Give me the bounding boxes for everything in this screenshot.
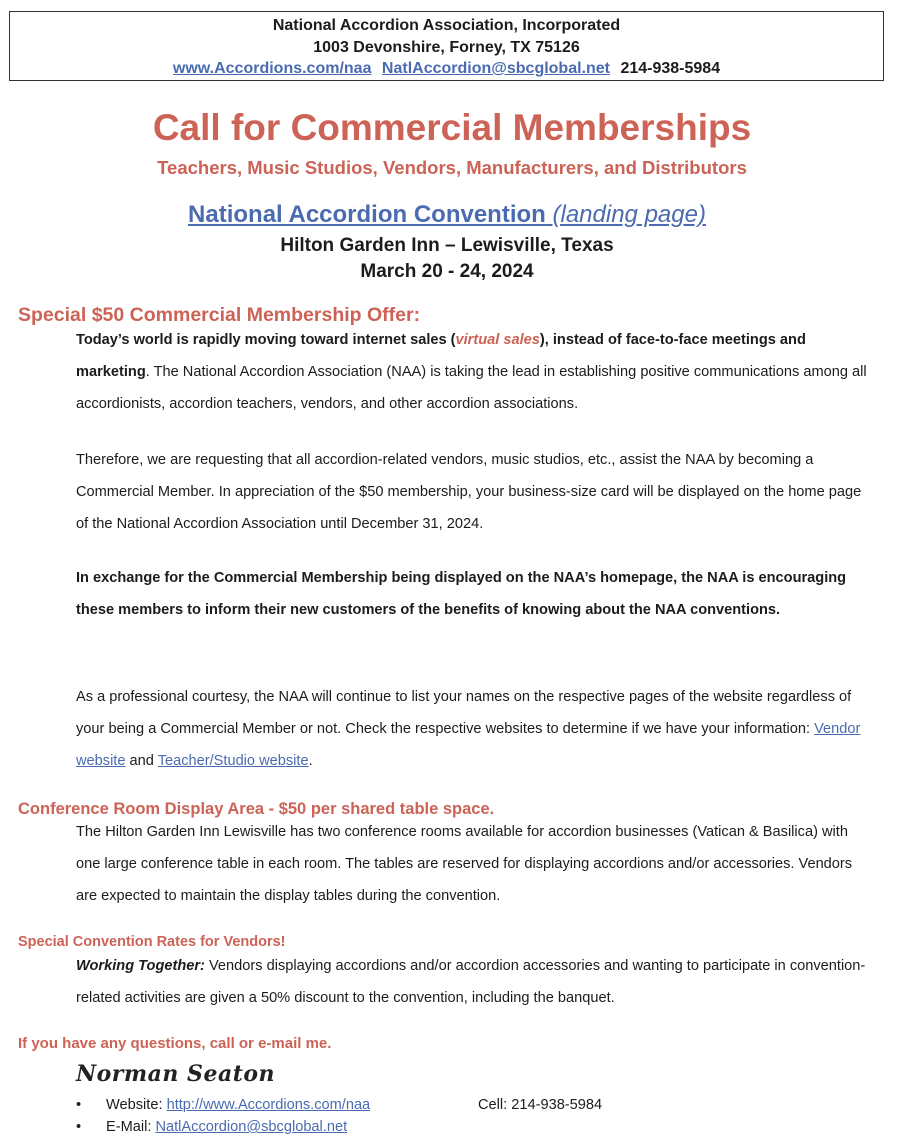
header-phone: 214-938-5984 [620,60,721,77]
header-email-link[interactable]: NatlAccordion@sbcglobal.net [381,60,610,77]
convention-venue: Hilton Garden Inn – Lewisville, Texas [280,235,614,256]
offer-paragraph-3: In exchange for the Commercial Membership being displayed on the NAA’s homepage, the NAA is encouraging these members to inform their new customers of the benefits of knowing about the NAA conventions. [76,570,847,618]
p4-and: and [125,753,158,769]
conference-paragraph: The Hilton Garden Inn Lewisville has two conference rooms available for accordion businesses (Vatican & Basilica) with one large conference table in each room. The tables are reserved for displaying accordions and/or accessories. Vendors are expected to maintain the display tables during the convention. [76,824,853,904]
email-label: E-Mail: [106,1119,152,1135]
vendor-website-link[interactable]: Vendor website [76,721,861,769]
convention-title-link[interactable] [0,200,894,230]
contact-email-link[interactable]: NatlAccordion@sbcglobal.net [155,1119,348,1135]
offer-heading: Special $50 Commercial Membership Offer: [18,304,421,326]
header-website-link[interactable]: www.Accordions.com/naa [172,60,372,77]
p1-bold-a: Today’s world is rapidly moving toward internet sales ( [76,332,456,348]
list-item [76,1116,776,1138]
cell-phone: Cell: 214-938-5984 [478,1097,603,1113]
list-item [76,1094,776,1116]
offer-paragraph-4 [76,681,876,777]
bullet-icon: • [76,1119,82,1135]
letterhead [9,11,884,81]
working-together-label: Working Together: [76,958,205,974]
conference-heading: Conference Room Display Area - $50 per shared table space. [18,800,495,818]
contact-website-link[interactable]: http://www.Accordions.com/naa [166,1097,371,1113]
p4-end: . [308,753,313,769]
contact-list [76,1094,776,1138]
page-title: Call for Commercial Memberships [152,107,752,148]
org-address: 1003 Devonshire, Forney, TX 75126 [313,38,580,56]
teacher-studio-website-link[interactable]: Teacher/Studio website [157,753,309,769]
virtual-sales: virtual sales [455,332,540,348]
convention-dates: March 20 - 24, 2024 [360,261,534,282]
website-label: Website: [106,1097,163,1113]
rates-heading: Special Convention Rates for Vendors! [18,934,286,950]
convention-name[interactable]: National Accordion Convention [188,201,546,228]
questions-heading: If you have any questions, call or e-mail me. [18,1035,332,1052]
bullet-icon: • [76,1097,82,1113]
rates-text: Vendors displaying accordions and/or accordion accessories and wanting to participate in convention-related activities are given a 50% discount to the convention, including the banquet. [76,958,866,1006]
signature: Norman Seaton [76,1061,276,1087]
rates-paragraph [76,950,876,1014]
offer-paragraph-1 [76,324,876,420]
p1-bold-b: ), instead of face-to-face meetings and marketing [76,332,806,380]
p1-rest: . The National Accordion Association (NAA) is taking the lead in establishing positive communications among all accordionists, accordion teachers, vendors, and other accordion associations. [76,364,867,412]
org-name: National Accordion Association, Incorporated [272,17,621,34]
org-contact-line [10,58,883,80]
landing-page-label[interactable]: (landing page) [552,201,706,228]
p4-text: As a professional courtesy, the NAA will continue to list your names on the respective pages of the website regardless of your being a Commercial Member or not. Check the respective websites to determine if we have your information: [76,689,852,737]
offer-paragraph-2: Therefore, we are requesting that all accordion-related vendors, music studios, etc., assist the NAA by becoming a Commercial Member. In appreciation of the $50 membership, your business-size card will be displayed on the home page of the National Accordion Association until December 31, 2024. [76,452,862,532]
page-subtitle: Teachers, Music Studios, Vendors, Manufacturers, and Distributors [157,157,747,178]
